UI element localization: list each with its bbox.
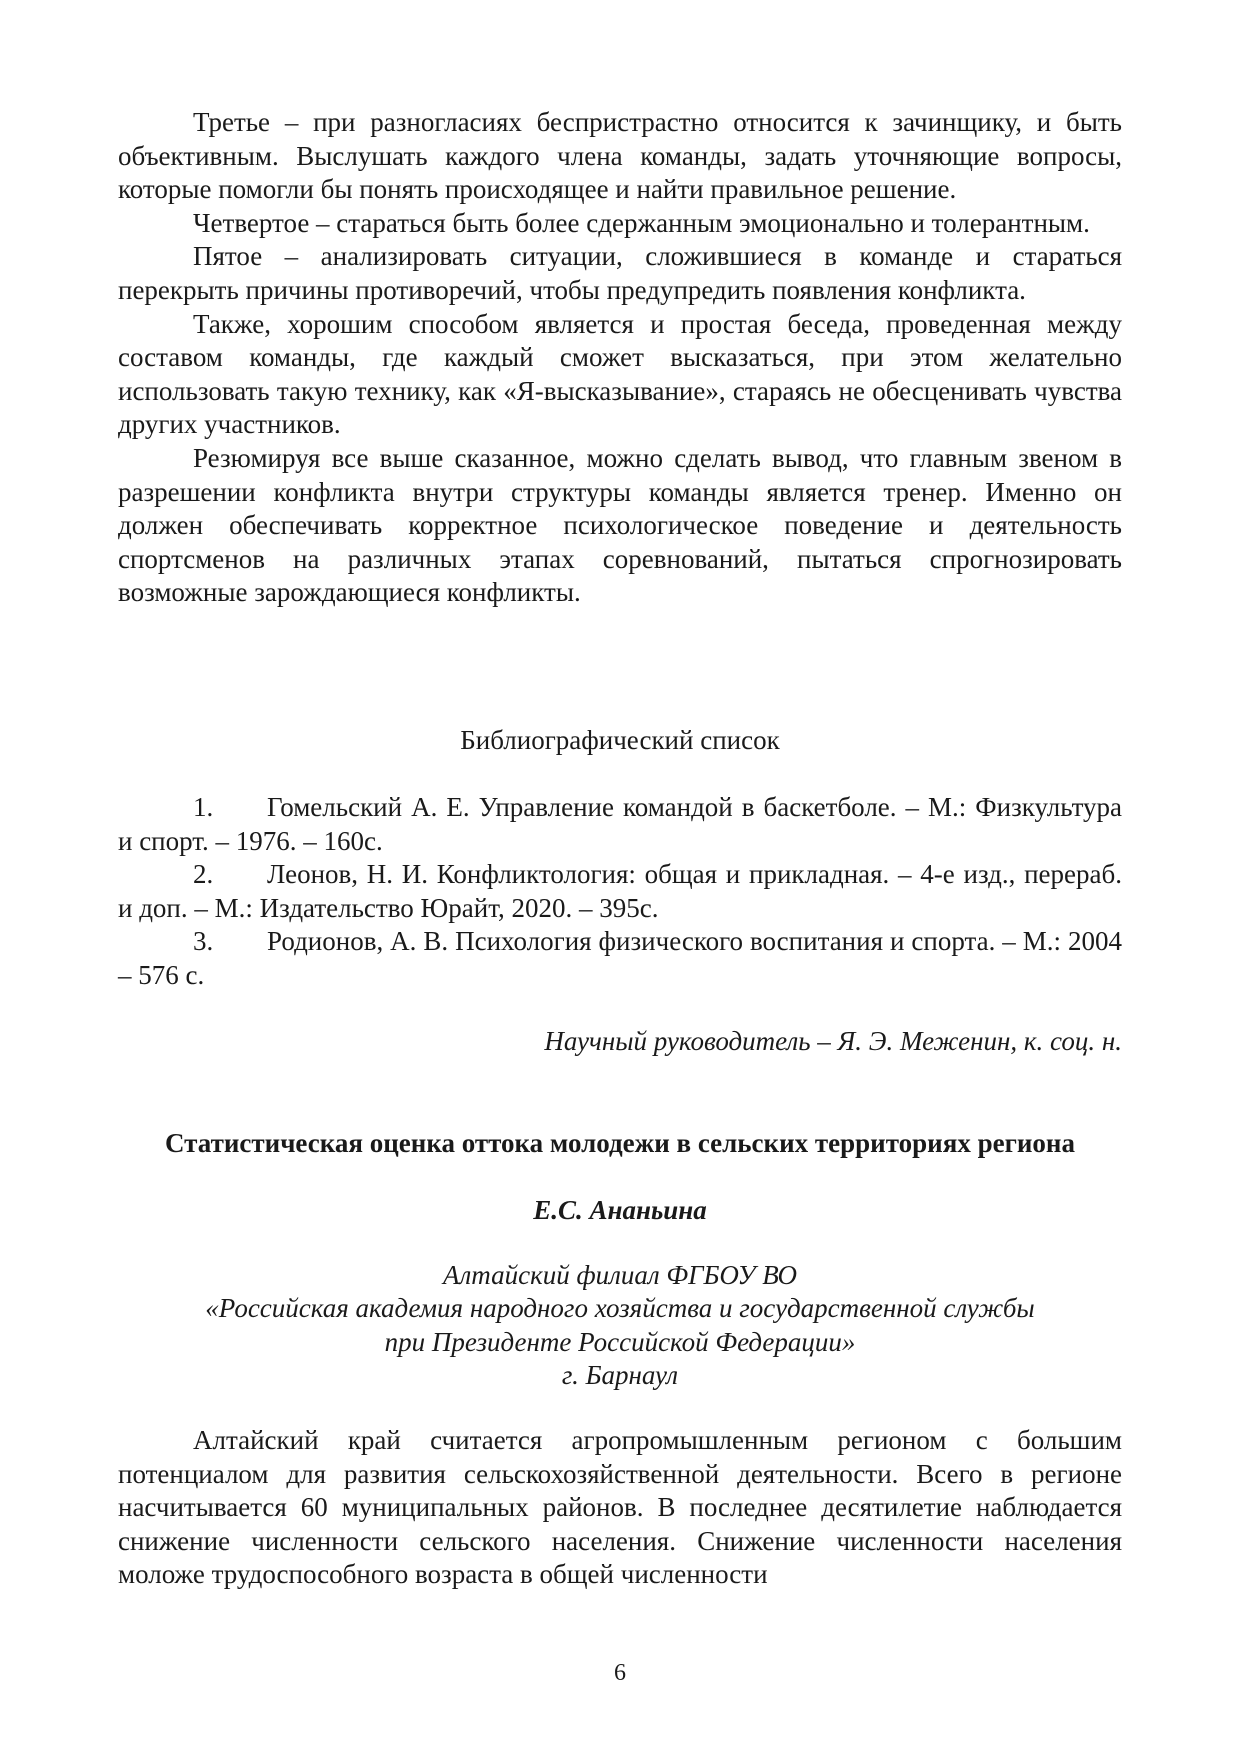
bibliography-item-number: 1. <box>193 792 214 822</box>
paragraph-conversation: Также, хорошим способом является и простая беседа, проведенная между составом команды, где каждый сможет высказаться, при этом желательно использовать такую технику, как «Я-высказывание», стараясь не обесценивать чувства других участников. <box>118 308 1122 440</box>
continuation-text <box>118 106 1122 610</box>
bibliography-item <box>118 858 1122 925</box>
scientific-supervisor: Научный руководитель – Я. Э. Меженин, к. соц. н. <box>544 1026 1122 1056</box>
author-affiliation <box>118 1259 1122 1393</box>
paragraph-conclusion: Резюмируя все выше сказанное, можно сделать вывод, что главным звеном в разрешении конфликта внутри структуры команды является тренер. Именно он должен обеспечивать корректное психологическое поведение и деятельность спортсменов на различных этапах соревнований, пытаться спрогнозировать возможные зарождающиеся конфликты. <box>118 442 1122 608</box>
affiliation-line: при Президенте Российской Федерации» <box>384 1326 856 1357</box>
affiliation-line: «Российская академия народного хозяйства и государственной службы <box>205 1293 1035 1324</box>
bibliography-item <box>118 925 1122 992</box>
article-body <box>118 1424 1122 1592</box>
article-title: Статистическая оценка оттока молодежи в сельских территориях региона <box>165 1128 1075 1158</box>
page-number: 6 <box>614 1660 626 1686</box>
bibliography-item-number: 2. <box>193 859 214 890</box>
article-body-paragraph: Алтайский край считается агропромышленным регионом с большим потенциалом для развития сельскохозяйственной деятельности. Всего в регионе насчитывается 60 муниципальных районов. В последнее десятилетие наблюдается снижение численности сельского населения. Снижение численности населения моложе трудоспособного возраста в общей численности <box>118 1425 1122 1590</box>
bibliography-item-text: Леонов, Н. И. Конфликтология: общая и прикладная. – 4-е изд., перераб. и доп. – М.: Издательство Юрайт, 2020. – 395с. <box>118 859 1122 923</box>
bibliography-list <box>118 791 1122 993</box>
paragraph-third-rule: Третье – при разногласиях беспристрастно относится к зачинщику, и быть объективным. Выслушать каждого члена команды, задать уточняющие вопросы, которые помогли бы понять происходящее и найти правильное решение. <box>118 107 1122 205</box>
bibliography-heading: Библиографический список <box>460 725 780 755</box>
paragraph-fourth-rule: Четвертое – стараться быть более сдержанным эмоционально и толерантным. <box>193 207 1090 238</box>
affiliation-line: Алтайский филиал ФГБОУ ВО <box>443 1260 797 1290</box>
bibliography-item-text: Гомельский А. Е. Управление командой в баскетболе. – М.: Физкультура и спорт. – 1976. – 160с. <box>118 792 1122 856</box>
paragraph-fifth-rule: Пятое – анализировать ситуации, сложившиеся в команде и стараться перекрыть причины противоречий, чтобы предупредить появления конфликта. <box>118 241 1122 305</box>
bibliography-item <box>118 791 1122 858</box>
bibliography-item-number: 3. <box>193 926 214 957</box>
affiliation-city: г. Барнаул <box>561 1360 679 1391</box>
article-author: Е.С. Ананьина <box>533 1195 707 1225</box>
bibliography-item-text: Родионов, А. В. Психология физического воспитания и спорта. – М.: 2004 – 576 с. <box>118 926 1122 990</box>
